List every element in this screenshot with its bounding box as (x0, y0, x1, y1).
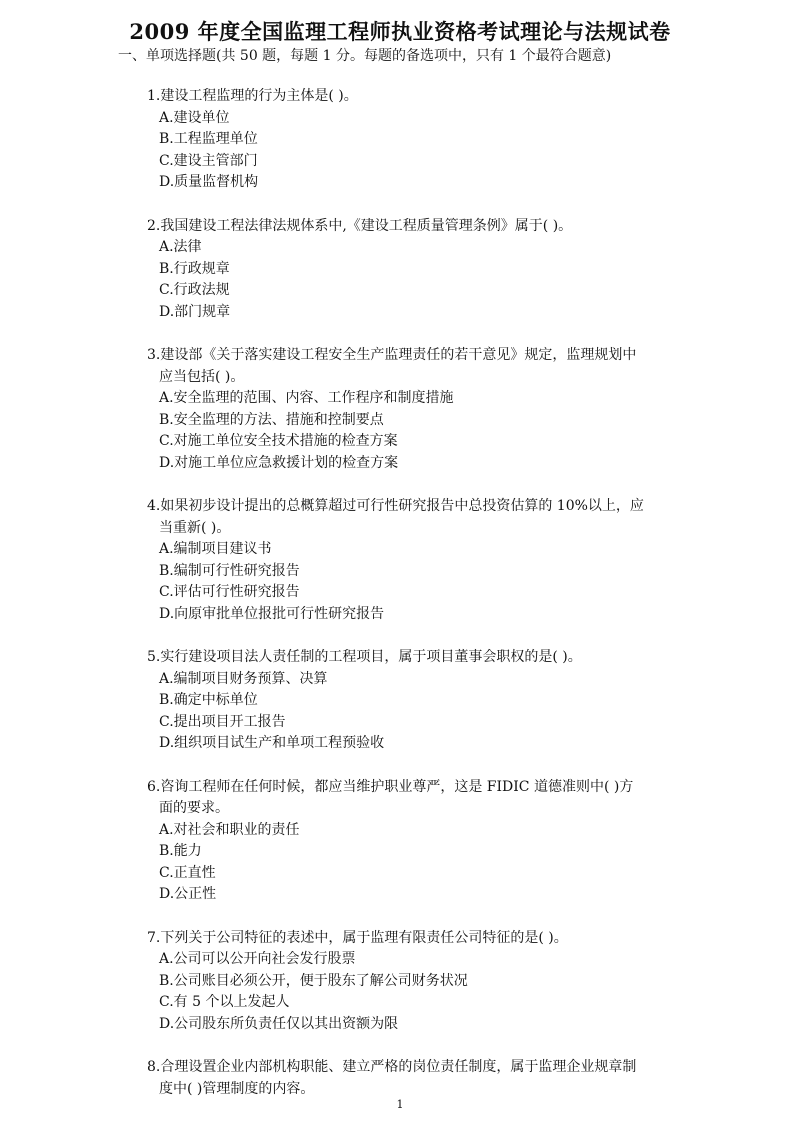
question-6 (147, 777, 707, 906)
option-c: C.正直性 (159, 864, 216, 881)
option-d: D.组织项目试生产和单项工程预验收 (159, 735, 385, 751)
question-stem-line: 6.咨询工程师在任何时候，都应当维护职业尊严，这是 FIDIC 道德准则中( )方 (147, 778, 634, 795)
question-3 (147, 345, 707, 474)
question-stem-line: 1.建设工程监理的行为主体是( )。 (147, 88, 358, 104)
question-5 (147, 647, 707, 755)
option-b: B.确定中标单位 (159, 692, 258, 708)
question-2 (147, 216, 707, 324)
question-stem-line: 应当包括( )。 (159, 368, 245, 385)
section-heading: 一、单项选择题(共 50 题，每题 1 分。每题的备选项中，只有 1 个最符合题意) (118, 48, 612, 64)
question-stem-line: 7.下列关于公司特征的表述中，属于监理有限责任公司特征的是( )。 (147, 929, 568, 946)
question-4 (147, 496, 707, 625)
option-a: A.对社会和职业的责任 (159, 821, 300, 838)
option-b: B.行政规章 (159, 260, 230, 277)
option-d: D.质量监督机构 (159, 174, 259, 190)
question-stem-line: 面的要求。 (159, 800, 229, 816)
option-c: C.行政法规 (159, 282, 230, 298)
page-number: 1 (396, 1098, 404, 1111)
option-d: D.部门规章 (159, 303, 231, 320)
option-d: D.公司股东所负责任仅以其出资额为限 (159, 1015, 399, 1032)
option-c: C.有 5 个以上发起人 (159, 994, 290, 1010)
question-stem-line: 3.建设部《关于落实建设工程安全生产监理责任的若干意见》规定，监理规划中 (147, 347, 637, 363)
question-stem-line: 度中( )管理制度的内容。 (159, 1080, 315, 1097)
question-stem-line: 8.合理设置企业内部机构职能、建立严格的岗位责任制度，属于监理企业规章制 (147, 1059, 637, 1075)
question-stem (147, 928, 707, 950)
question-stem-line: 5.实行建设项目法人责任制的工程项目，属于项目董事会职权的是( )。 (147, 649, 582, 665)
question-stem (147, 496, 707, 539)
option-b: B.能力 (159, 843, 202, 859)
option-c: C.对施工单位安全技术措施的检查方案 (159, 433, 398, 449)
question-stem (147, 647, 707, 669)
question-7 (147, 928, 707, 1036)
question-list (147, 86, 707, 1122)
question-1 (147, 86, 707, 194)
question-stem-line: 4.如果初步设计提出的总概算超过可行性研究报告中总投资估算的 10%以上，应 (147, 498, 644, 514)
option-a: A.编制项目财务预算、决算 (159, 670, 328, 687)
question-8 (147, 1057, 707, 1100)
question-stem-line: 当重新( )。 (159, 519, 231, 536)
question-stem (147, 777, 707, 820)
option-a: A.安全监理的范围、内容、工作程序和制度措施 (159, 390, 454, 406)
option-a: A.建设单位 (159, 109, 230, 126)
question-stem (147, 216, 707, 238)
option-d: D.向原审批单位报批可行性研究报告 (159, 605, 385, 622)
option-d: D.对施工单位应急救援计划的检查方案 (159, 454, 399, 471)
option-d: D.公正性 (159, 886, 217, 902)
option-a: A.法律 (159, 239, 202, 255)
question-stem (147, 345, 707, 388)
question-stem-line: 2.我国建设工程法律法规体系中,《建设工程质量管理条例》属于( )。 (147, 217, 573, 234)
question-stem (147, 86, 707, 108)
option-c: C.建设主管部门 (159, 152, 258, 169)
question-stem (147, 1057, 707, 1100)
option-c: C.提出项目开工报告 (159, 713, 286, 730)
option-a: A.编制项目建议书 (159, 541, 272, 557)
option-b: B.工程监理单位 (159, 131, 258, 147)
option-b: B.编制可行性研究报告 (159, 562, 300, 579)
option-a: A.公司可以公开向社会发行股票 (159, 951, 356, 967)
option-b: B.安全监理的方法、措施和控制要点 (159, 411, 384, 428)
document-title: 2009 年度全国监理工程师执业资格考试理论与法规试卷 (129, 19, 671, 44)
option-c: C.评估可行性研究报告 (159, 584, 300, 600)
option-b: B.公司账目必须公开，便于股东了解公司财务状况 (159, 972, 468, 989)
